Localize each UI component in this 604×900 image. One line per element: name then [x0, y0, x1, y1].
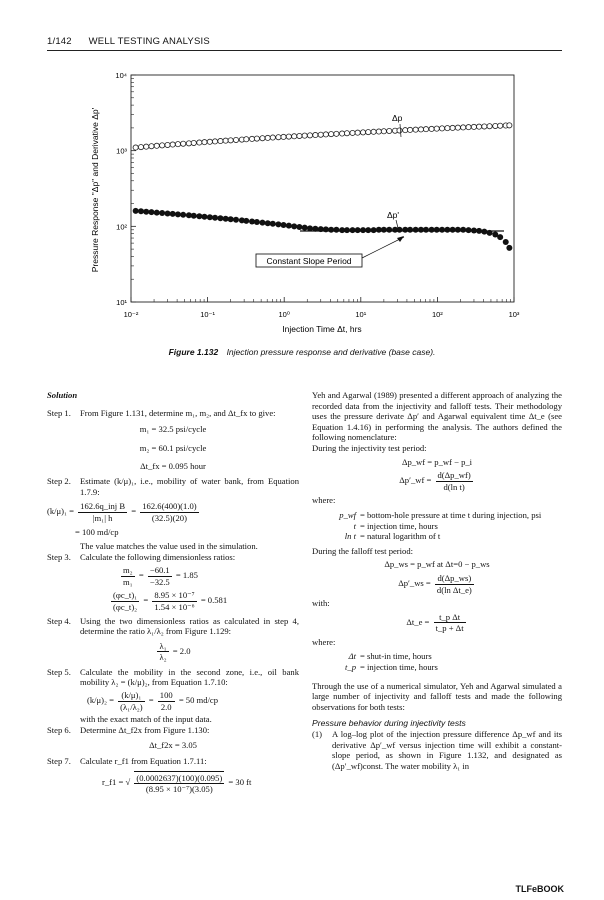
dp-derivative-point — [386, 227, 392, 233]
step-4 — [47, 616, 299, 637]
numerator: t_p Δt — [434, 612, 466, 624]
denominator: λ₂ — [159, 652, 167, 663]
dp-derivative-point — [350, 227, 356, 233]
dp-point — [207, 139, 212, 144]
step-text: Determine Δt_f2x from Figure 1.130: — [80, 724, 210, 735]
dp-point — [445, 126, 450, 131]
equation-5: (k/μ)₂ = $\frac{\text{(k/μ)₁}}{\text{(λ₁/λ₂)}}$ = $\frac{100}{2.0}$ = 50 md/cp — [87, 690, 219, 712]
y-axis-label — [90, 107, 100, 272]
dp-point — [149, 144, 154, 149]
running-title: WELL TESTING ANALYSIS — [88, 36, 210, 47]
dp-point — [429, 126, 434, 131]
numerator: λ₁ — [159, 640, 167, 651]
dp-point — [165, 142, 170, 147]
dp-point — [329, 132, 334, 137]
nomenclature-row — [312, 521, 562, 532]
dp-derivative-point — [506, 245, 512, 251]
dp-derivative-point — [259, 220, 265, 226]
x-tick-label: 10⁰ — [278, 310, 290, 319]
symbol: p_wf — [339, 509, 356, 520]
numerator: (k/μ)₁ — [118, 690, 144, 702]
eq3b-fraction-lhs — [111, 590, 139, 612]
dp-derivative-point — [302, 225, 308, 231]
dp-derivative-point — [243, 218, 249, 224]
step-number: Step 7. — [47, 756, 71, 767]
denominator: (λ₁/λ₂) — [120, 701, 143, 712]
dp-point — [418, 127, 423, 132]
dp-derivative-point — [165, 210, 171, 216]
step-text: Calculate the mobility in the second zone, i.e., oil bank mobility λ₂ = (k/μ)₂, from Equation 1.7.10: — [80, 666, 299, 688]
eq5-fraction-2 — [158, 690, 175, 712]
dp-derivative-point — [175, 211, 181, 217]
eq7-fraction — [134, 771, 224, 795]
eq2-equals: = — [131, 506, 137, 517]
dp-point — [439, 126, 444, 131]
definition: = shut-in time, hours — [360, 651, 432, 662]
equation-c: Δp_ws = p_wf at Δt=0 − p_ws — [384, 559, 490, 570]
dp-derivative-point — [286, 223, 292, 229]
nomenclature-row — [312, 662, 562, 673]
numerator: −60.1 — [149, 565, 170, 576]
dp-point — [249, 136, 254, 141]
paragraph-3: During the falloff test period: — [312, 545, 414, 556]
step-3 — [47, 552, 299, 563]
dp-derivative-point — [265, 220, 271, 226]
dp-point — [381, 129, 386, 134]
step-number: Step 2. — [47, 475, 71, 486]
definition: = natural logarithm of t — [360, 531, 441, 542]
denominator: (32.5)(20) — [151, 512, 187, 523]
dp-point — [371, 129, 376, 134]
dp-point — [360, 130, 365, 135]
step-2-note: The value matches the value used in the simulation. — [80, 540, 258, 551]
dp-point — [450, 125, 455, 130]
dp-derivative-point — [344, 227, 350, 233]
equation-b — [312, 470, 562, 492]
nomenclature-2 — [312, 651, 562, 672]
x-tick-label: 10³ — [508, 310, 520, 319]
dp-derivative-point — [407, 227, 413, 233]
eqe-lhs: Δt_e = — [406, 616, 430, 627]
left-column — [47, 390, 299, 795]
symbol: t — [353, 520, 356, 531]
dp-derivative-point — [170, 211, 176, 217]
dp-point — [387, 128, 392, 133]
step-text: Estimate (k/μ)₁, i.e., mobility of water bank, from Equation 1.7.9: — [80, 475, 299, 497]
dp-derivative-point — [212, 215, 218, 221]
dp-point — [244, 137, 249, 142]
dp-point — [507, 123, 512, 128]
equation-7 — [47, 771, 299, 795]
dp-point — [276, 135, 281, 140]
equation-e — [312, 612, 562, 634]
dp-point — [218, 138, 223, 143]
dp-derivative-point — [281, 222, 287, 228]
denominator: −32.5 — [149, 576, 170, 587]
dp-derivative-point — [466, 227, 472, 233]
eqe-fraction — [434, 612, 466, 634]
eq2-fraction-2 — [140, 501, 198, 523]
step-number: Step 5. — [47, 666, 71, 677]
dp-derivative-point — [497, 234, 503, 240]
annotation-arrow-slope — [362, 237, 404, 258]
dp-point — [355, 130, 360, 135]
dp-derivative-point — [503, 239, 509, 245]
dp-point — [175, 142, 180, 147]
eq3a-fraction-lhs — [121, 565, 135, 587]
step-number: Step 1. — [47, 407, 71, 418]
dp-point — [461, 125, 466, 130]
dp-derivative-point — [254, 219, 260, 225]
dp-derivative-point — [270, 221, 276, 227]
y-axis-label-text: Pressure Response "Δp" and Derivative Δp' — [90, 107, 100, 273]
annotation-arrow-dpd — [396, 220, 398, 228]
denominator: (8.95 × 10⁻⁷)(3.05) — [145, 784, 213, 795]
figure-label: Figure 1.132 — [168, 347, 219, 357]
dp-point — [350, 130, 355, 135]
eq5-lhs: (k/μ)₂ = — [87, 695, 115, 706]
dp-derivative-point — [444, 227, 450, 233]
item-number: (1) — [312, 729, 323, 740]
dp-derivative-point — [328, 227, 334, 233]
dp-derivative-point — [396, 227, 402, 233]
step-text: Calculate r_f1 from Equation 1.7.11: — [80, 756, 207, 767]
step-number: Step 6. — [47, 724, 71, 735]
dp-point — [318, 132, 323, 137]
numerator: 100 — [159, 690, 173, 701]
dp-point — [466, 125, 471, 130]
subheading: Pressure behavior during injectivity tests — [312, 718, 466, 729]
dp-point — [197, 140, 202, 145]
x-tick-label: 10⁻² — [123, 310, 139, 319]
equation-2 — [47, 501, 299, 523]
dp-point — [340, 131, 345, 136]
eq2-result: = 100 md/cp — [75, 527, 119, 538]
dp-point — [186, 141, 191, 146]
denominator: d(ln t) — [443, 481, 465, 492]
dp-point — [498, 123, 503, 128]
step-7 — [47, 756, 299, 767]
list-item-1 — [312, 729, 562, 771]
dp-derivative-point — [423, 227, 429, 233]
step-text: Calculate the following dimensionless ratios: — [80, 551, 236, 562]
equation-tfx: Δt_fx = 0.095 hour — [140, 461, 206, 472]
dp-derivative-point — [217, 215, 223, 221]
dp-derivative-point — [148, 209, 154, 215]
numerator: m₂ — [123, 565, 133, 576]
step-number: Step 4. — [47, 615, 71, 626]
nomenclature-row — [312, 651, 562, 662]
dp-point — [170, 142, 175, 147]
dp-point — [344, 131, 349, 136]
numerator: d(Δp_wf) — [437, 470, 471, 481]
dp-point — [302, 133, 307, 138]
dp-derivative-point — [159, 210, 165, 216]
where-label-1: where: — [312, 495, 336, 506]
figure-chart — [0, 0, 604, 340]
dp-point — [254, 136, 259, 141]
step-5-note: with the exact match of the input data. — [80, 714, 212, 725]
step-5 — [47, 667, 299, 688]
dp-point — [366, 129, 371, 134]
step-6 — [47, 725, 299, 736]
dp-derivative-point — [450, 227, 456, 233]
dp-point — [297, 133, 302, 138]
denominator: |m₁| h — [92, 512, 113, 523]
dp-point — [228, 138, 233, 143]
dp-point — [281, 134, 286, 139]
dp-point — [471, 124, 476, 129]
dp-point — [323, 132, 328, 137]
annotation-arrow-dp — [400, 124, 401, 137]
equation-3b: $\frac{\text{(φc\_t)₁}}{\text{(φc\_t)₂}}$ = $\frac{\text{8.95 × 10⁻⁷}}{\text{1.54 × 10⁻⁶}}$ = 0.581 — [113, 590, 228, 612]
y-tick-label: 10² — [116, 222, 127, 232]
denominator: 1.54 × 10⁻⁶ — [154, 601, 195, 612]
definition: = bottom-hole pressure at time t during injection, psi — [360, 509, 542, 520]
dp-point — [307, 133, 312, 138]
eq4-result: = 2.0 — [172, 645, 191, 656]
eq4-fraction — [157, 641, 168, 663]
dp-point — [407, 127, 412, 132]
dp-point — [493, 123, 498, 128]
equation-m2: m₂ = 60.1 psi/cycle — [139, 442, 207, 453]
annotation-constant-slope: Constant Slope Period — [266, 256, 352, 266]
dp-point — [286, 134, 291, 139]
dp-point — [313, 132, 318, 137]
arrow-head-icon — [397, 236, 404, 242]
dp-derivative-point — [365, 227, 371, 233]
eq7-lhs: r_f1 = √ — [102, 776, 131, 787]
dp-derivative-point — [434, 227, 440, 233]
symbol: t_p — [345, 662, 356, 673]
eq2-lhs: (k/μ)₁ = — [47, 506, 75, 517]
eq3a-fraction-mid — [148, 565, 172, 587]
paragraph-4: Through the use of a numerical simulator, Yeh and Agarwal simulated a large number of injectivity and falloff tests and made the following observations for both tests: — [312, 680, 562, 712]
dp-derivative-point — [371, 227, 377, 233]
equation-d — [312, 573, 562, 595]
numerator: 8.95 × 10⁻⁷ — [154, 590, 195, 601]
dp-point — [233, 137, 238, 142]
annotation-dp: Δp — [392, 113, 403, 123]
figure-caption-text: Injection pressure response and derivative (base case). — [226, 347, 436, 357]
annotation-dp-derivative: Δp' — [387, 210, 400, 220]
dp-derivative-point — [429, 227, 435, 233]
dp-derivative-point — [196, 213, 202, 219]
dp-derivative-point — [355, 227, 361, 233]
dp-point — [270, 135, 275, 140]
eqb-fraction — [436, 470, 473, 492]
x-axis-label: Injection Time Δt, hrs — [282, 324, 362, 334]
dp-derivative-point — [455, 227, 461, 233]
dp-derivative-point — [381, 227, 387, 233]
dp-point — [260, 136, 265, 141]
y-tick-label: 10³ — [116, 146, 127, 156]
denominator: d(ln Δt_e) — [436, 584, 472, 595]
eq5-result: = 50 md/cp — [178, 695, 219, 706]
dp-point — [487, 124, 492, 129]
solution-heading: Solution — [47, 390, 78, 400]
dp-derivative-point — [333, 227, 339, 233]
numerator: 162.6q_inj B — [80, 501, 126, 512]
eqd-fraction — [435, 573, 474, 595]
dp-derivative-point — [460, 227, 466, 233]
dp-point — [292, 134, 297, 139]
eq5-fraction-1 — [118, 690, 144, 712]
dp-point — [434, 126, 439, 131]
dp-point — [482, 124, 487, 129]
denominator: (φc_t)₂ — [113, 601, 138, 612]
numerator: (φc_t)₁ — [113, 590, 138, 601]
paragraph-2: During the injectivity test period: — [312, 442, 427, 453]
dp-derivative-point — [233, 217, 239, 223]
equation-3a: $\frac{\text{m₂}}{\text{m₁}}$ = $\frac{-60.1}{-32.5}$ = 1.85 — [123, 565, 198, 587]
step-text: From Figure 1.131, determine m₁, m₂, and Δt_fx to give: — [80, 407, 276, 418]
dp-point — [334, 131, 339, 136]
denominator: 2.0 — [160, 701, 172, 712]
dp-point — [397, 128, 402, 133]
dp-derivative-point — [207, 214, 213, 220]
dp-derivative-point — [138, 208, 144, 214]
y-tick-label: 10⁴ — [115, 71, 127, 80]
eq3b-fraction-mid — [152, 590, 196, 612]
dp-point — [138, 144, 143, 149]
dp-point — [160, 143, 165, 148]
where-label-2: where: — [312, 636, 336, 647]
numerator: (0.0002637)(100)(0.095) — [136, 772, 223, 783]
plot-frame — [131, 75, 514, 302]
step-number: Step 3. — [47, 551, 71, 562]
dp-point — [202, 140, 207, 145]
x-tick-label: 10¹ — [355, 310, 367, 319]
dp-derivative-point — [413, 227, 419, 233]
paragraph-1: Yeh and Agarwal (1989) presented a different approach of analyzing the recorded data from the injectivity and falloff tests. Their methodology uses the pressure derivate Δp′ and Agarwal equivalent time Δt_e (see Equation 1.4.16) in performing the analysis. The authors defined the following nomenclature: — [312, 390, 562, 443]
page-number: 1/142 — [47, 36, 72, 47]
dp-point — [476, 124, 481, 129]
eq2-fraction-1 — [78, 501, 127, 523]
dp-derivative-point — [191, 213, 197, 219]
denominator: t_p + Δt — [435, 623, 464, 634]
dp-point — [144, 144, 149, 149]
symbol: Δt — [348, 651, 356, 662]
numerator: 162.6(400)(1.0) — [142, 501, 197, 512]
dp-derivative-point — [296, 224, 302, 230]
with-label: with: — [312, 598, 330, 609]
dp-derivative-point — [291, 223, 297, 229]
dp-derivative-point — [143, 209, 149, 215]
dp-derivative-point — [133, 208, 139, 214]
dp-point — [133, 145, 138, 150]
step-text: Using the two dimensionless ratios as calculated in step 4, determine the ratio λ₁/λ₂ from Figure 1.129: — [80, 615, 299, 637]
equation-4 — [47, 641, 299, 663]
nomenclature-1 — [312, 510, 562, 542]
step-2 — [47, 476, 299, 497]
denominator: m₁ — [123, 576, 133, 587]
equation-a: Δp_wf = p_wf − p_i — [401, 456, 473, 467]
dp-point — [191, 140, 196, 145]
item-text: A log–log plot of the injection pressure difference Δp_wf and its derivative Δp′_wf versus injection time will exhibit a constant-slope period, as shown in Figure 1.132, and designated as (Δp′_wf)const. The water mobility λ₁ in — [332, 729, 562, 771]
dp-point — [181, 141, 186, 146]
dp-point — [223, 138, 228, 143]
dp-derivative-point — [201, 214, 207, 220]
dp-derivative-point — [154, 210, 160, 216]
dp-derivative-point — [360, 227, 366, 233]
eq3b-result: = 0.581 — [200, 595, 228, 606]
dp-point — [376, 129, 381, 134]
dp-point — [212, 139, 217, 144]
definition: = injection time, hours — [360, 520, 438, 531]
symbol: ln t — [344, 531, 356, 542]
dp-point — [455, 125, 460, 130]
footer-watermark: TLFeBOOK — [515, 884, 564, 894]
eqb-lhs: Δp′_wf = — [399, 475, 432, 486]
dp-point — [413, 127, 418, 132]
dp-point — [154, 143, 159, 148]
nomenclature-row — [312, 531, 562, 542]
dp-point — [403, 128, 408, 133]
eq3a-result: = 1.85 — [175, 570, 198, 581]
equation-6: Δt_f2x = 3.05 — [149, 740, 197, 751]
step-1 — [47, 408, 299, 419]
dp-point — [265, 135, 270, 140]
y-tick-label: 10¹ — [116, 298, 127, 307]
figure-caption — [0, 347, 604, 357]
nomenclature-row — [312, 510, 562, 521]
dp-derivative-point — [228, 216, 234, 222]
numerator: d(Δp_ws) — [435, 573, 474, 585]
equation-m1: m₁ = 32.5 psi/cycle — [139, 424, 207, 435]
dp-derivative-point — [180, 212, 186, 218]
eqd-lhs: Δp′_ws = — [398, 577, 431, 588]
eq7-result: = 30 ft — [228, 776, 252, 787]
definition: = injection time, hours — [360, 662, 438, 673]
right-column — [312, 390, 562, 771]
dp-derivative-point — [275, 221, 281, 227]
x-tick-label: 10⁻¹ — [200, 310, 216, 319]
dp-derivative-point — [481, 229, 487, 235]
dp-point — [423, 127, 428, 132]
dp-derivative-point — [439, 227, 445, 233]
x-tick-label: 10² — [431, 310, 443, 319]
